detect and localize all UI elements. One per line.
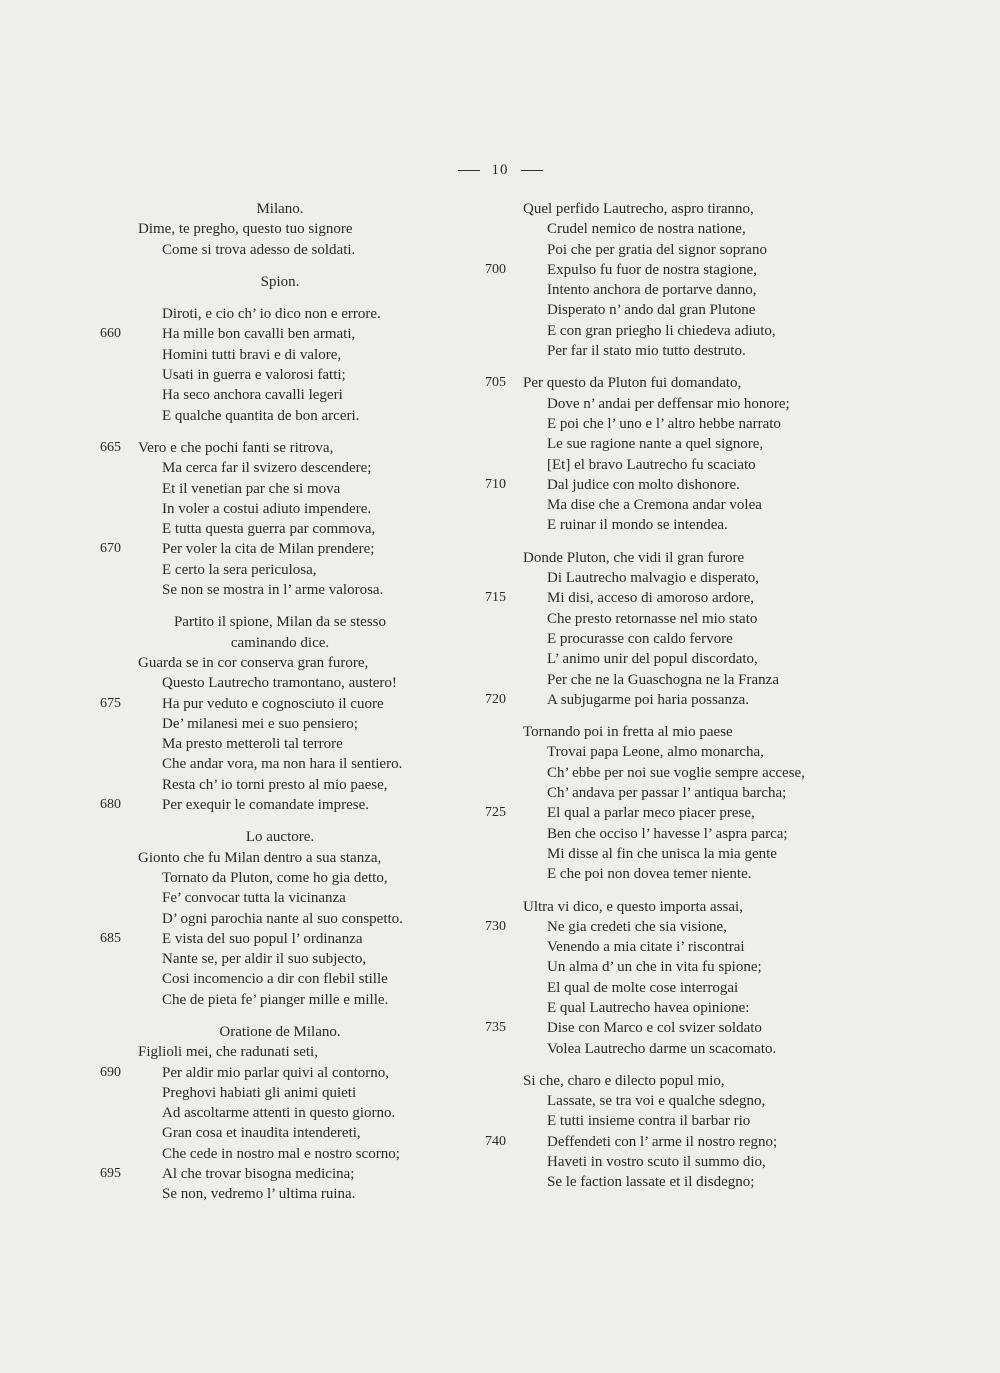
verse-line — [100, 673, 460, 693]
verse-line — [100, 1164, 460, 1184]
verse-text: Diroti, e cio ch’ io dico non e errore. — [162, 306, 381, 323]
dash-right — [521, 170, 543, 171]
verse-line — [485, 341, 855, 361]
verse-line — [100, 580, 460, 600]
verse-text: Se non, vedremo l’ ultima ruina. — [162, 1186, 356, 1203]
verse-text: Dove n’ andai per deffensar mio honore; — [547, 395, 790, 412]
verse-line — [485, 515, 855, 535]
stanza-gap — [485, 536, 855, 548]
verse-line — [100, 385, 460, 405]
verse-line — [100, 929, 460, 949]
verse-text: Questo Lautrecho tramontano, austero! — [162, 675, 397, 692]
verse-line — [485, 548, 855, 568]
verse-line — [485, 864, 855, 884]
verse-line — [485, 300, 855, 320]
line-number: 735 — [485, 1020, 506, 1036]
speaker-heading: caminando dice. — [230, 634, 330, 651]
verse-line — [485, 917, 855, 937]
verse-text: Che cede in nostro mal e nostro scorno; — [162, 1145, 400, 1162]
verse-text: Mi disse al fin che unisca la mia gente — [547, 845, 777, 862]
verse-text: Ch’ ebbe per noi sue voglie sempre accese, — [547, 764, 805, 781]
verse-line — [485, 742, 855, 762]
verse-line — [100, 499, 460, 519]
stanza-gap — [485, 1059, 855, 1071]
verse-line — [485, 199, 855, 219]
verse-line — [485, 414, 855, 434]
verse-line — [100, 990, 460, 1010]
verse-line — [485, 568, 855, 588]
verse-text: El qual a parlar meco piacer prese, — [547, 805, 755, 822]
speaker-heading: Partito il spione, Milan da se stesso — [173, 614, 387, 631]
verse-text: Ch’ andava per passar l’ antiqua barcha; — [547, 785, 787, 802]
verse-text: Figlioli mei, che radunati seti, — [138, 1044, 318, 1061]
verse-text: Resta ch’ io torni presto al mio paese, — [162, 776, 388, 793]
verse-text: Dise con Marco e col svizer soldato — [547, 1020, 762, 1037]
verse-text: Ad ascoltarme attenti in questo giorno. — [162, 1105, 396, 1122]
line-number: 715 — [485, 590, 506, 606]
verse-text: A subjugarme poi haria possanza. — [547, 691, 750, 708]
verse-line — [100, 653, 460, 673]
speaker-heading: Milano. — [256, 201, 304, 217]
line-number: 675 — [100, 695, 121, 711]
verse-line — [485, 824, 855, 844]
stanza-gap — [100, 260, 460, 272]
verse-text: Fe’ convocar tutta la vicinanza — [162, 890, 346, 907]
verse-text: Venendo a mia citate i’ riscontrai — [547, 939, 745, 956]
verse-text: Usati in guerra e valorosi fatti; — [162, 367, 346, 384]
verse-line — [100, 458, 460, 478]
verse-text: Di Lautrecho malvagio e disperato, — [547, 570, 760, 587]
verse-line — [100, 1144, 460, 1164]
verse-line — [100, 795, 460, 815]
verse-text: E con gran priegho li chiedeva adiuto, — [547, 322, 776, 339]
verse-line — [485, 455, 855, 475]
verse-text: Intento anchora de portarve danno, — [547, 282, 757, 299]
verse-text: Crudel nemico de nostra natione, — [547, 221, 746, 238]
verse-text: E tutti insieme contra il barbar rio — [547, 1113, 751, 1130]
verse-line — [485, 240, 855, 260]
verse-line — [485, 1152, 855, 1172]
line-number: 685 — [100, 930, 121, 946]
verse-line — [100, 949, 460, 969]
verse-text: Gran cosa et inaudita intendereti, — [162, 1125, 361, 1142]
verse-text: Per questo da Pluton fui domandato, — [523, 375, 742, 392]
verse-line — [485, 321, 855, 341]
line-number: 690 — [100, 1064, 121, 1080]
verse-text: Un alma d’ un che in vita fu spione; — [547, 959, 762, 976]
verse-line — [485, 280, 855, 300]
verse-text: Ha mille bon cavalli ben armati, — [162, 326, 356, 343]
verse-line — [485, 722, 855, 742]
verse-line — [485, 394, 855, 414]
verse-text: Le sue ragione nante a quel signore, — [547, 436, 764, 453]
line-number: 680 — [100, 797, 121, 813]
verse-line — [485, 588, 855, 608]
line-number: 740 — [485, 1133, 506, 1149]
verse-line — [485, 495, 855, 515]
verse-text: Per aldir mio parlar quivi al contorno, — [162, 1064, 390, 1081]
verse-text: De’ milanesi mei e suo pensiero; — [162, 715, 358, 732]
verse-text: Ultra vi dico, e questo importa assai, — [523, 898, 743, 915]
verse-text: Se non se mostra in l’ arme valorosa. — [162, 582, 384, 599]
verse-text: Ma cerca far il svizero descendere; — [162, 460, 372, 477]
line-number: 670 — [100, 541, 121, 557]
verse-line — [100, 519, 460, 539]
verse-line — [485, 1091, 855, 1111]
verse-line — [485, 978, 855, 998]
verse-line — [485, 260, 855, 280]
line-number: 710 — [485, 476, 506, 492]
line-number: 725 — [485, 805, 506, 821]
speaker-heading: Lo auctore. — [245, 829, 315, 846]
verse-line — [100, 775, 460, 795]
verse-text: E ruinar il mondo se intendea. — [547, 517, 728, 534]
verse-line — [100, 909, 460, 929]
stanza-gap — [485, 885, 855, 897]
verse-text: Haveti in vostro scuto il summo dio, — [547, 1154, 766, 1171]
verse-line — [485, 998, 855, 1018]
verse-line — [100, 304, 460, 324]
verse-text: El qual de molte cose interrogai — [547, 979, 739, 996]
verse-text: D’ ogni parochia nante al suo conspetto. — [162, 910, 403, 927]
verse-text: E vista del suo popul l’ ordinanza — [162, 930, 363, 947]
verse-line — [485, 434, 855, 454]
verse-text: Volea Lautrecho darme un scacomato. — [547, 1040, 777, 1057]
verse-text: Come si trova adesso de soldati. — [162, 241, 356, 258]
verse-line — [485, 670, 855, 690]
verse-text: L’ animo unir del popul discordato, — [547, 651, 758, 668]
verse-text: E qual Lautrecho havea opinione: — [547, 999, 750, 1016]
verse-text: Expulso fu fuor de nostra stagione, — [547, 261, 757, 278]
verse-text: Ha seco anchora cavalli legeri — [162, 387, 343, 404]
verse-text: Preghovi habiati gli animi quieti — [162, 1084, 357, 1101]
verse-line — [100, 560, 460, 580]
stanza-gap — [100, 600, 460, 612]
verse-line — [100, 969, 460, 989]
line-number: 720 — [485, 691, 506, 707]
stanza-gap — [485, 361, 855, 373]
verse-text: Trovai papa Leone, almo monarcha, — [547, 744, 764, 761]
verse-line — [100, 1063, 460, 1083]
verse-line — [485, 629, 855, 649]
verse-text: Donde Pluton, che vidi il gran furore — [523, 549, 745, 566]
verse-text: Se le faction lassate et il disdegno; — [547, 1174, 755, 1191]
right-column — [485, 199, 855, 1193]
verse-line — [100, 240, 460, 260]
verse-text: Che andar vora, ma non hara il sentiero. — [162, 756, 403, 773]
verse-text: Ne gia credeti che sia visione, — [547, 918, 727, 935]
verse-text: E che poi non dovea temer niente. — [547, 866, 752, 883]
verse-text: Dal judice con molto dishonore. — [547, 476, 740, 493]
verse-text: Per exequir le comandate imprese. — [162, 797, 369, 814]
verse-text: Ha pur veduto e cognosciuto il cuore — [162, 695, 384, 712]
verse-line — [485, 937, 855, 957]
verse-text: Nante se, per aldir il suo subjecto, — [162, 951, 367, 968]
verse-text: [Et] el bravo Lautrecho fu scaciato — [547, 456, 756, 473]
verse-line — [100, 848, 460, 868]
verse-text: Quel perfido Lautrecho, aspro tiranno, — [523, 201, 754, 217]
verse-text: Per che ne la Guaschogna ne la Franza — [547, 671, 779, 688]
verse-text: Disperato n’ ando dal gran Plutone — [547, 302, 756, 319]
verse-text: Ma presto metteroli tal terrore — [162, 736, 343, 753]
verse-line — [100, 539, 460, 559]
page-number-header — [0, 162, 1000, 179]
verse-text: E procurasse con caldo fervore — [547, 630, 733, 647]
verse-line — [100, 694, 460, 714]
verse-text: Homini tutti bravi e di valore, — [162, 346, 342, 363]
verse-line — [485, 803, 855, 823]
verse-line — [485, 1132, 855, 1152]
verse-line — [100, 1184, 460, 1204]
verse-line — [100, 1042, 460, 1062]
verse-line — [485, 957, 855, 977]
stanza-gap — [100, 426, 460, 438]
verse-line — [100, 365, 460, 385]
stanza-gap — [485, 710, 855, 722]
verse-line — [485, 897, 855, 917]
verse-line — [100, 219, 460, 239]
verse-text: Cosi incomencio a dir con flebil stille — [162, 971, 388, 988]
verse-line — [100, 734, 460, 754]
verse-line — [100, 1083, 460, 1103]
verse-line — [100, 406, 460, 426]
verse-text: Per far il stato mio tutto destruto. — [547, 343, 746, 360]
verse-text: Mi disi, acceso di amoroso ardore, — [547, 590, 755, 607]
verse-text: E certo la sera periculosa, — [162, 561, 317, 578]
line-number: 695 — [100, 1166, 121, 1182]
verse-text: Et il venetian par che si mova — [162, 480, 341, 497]
verse-line — [100, 868, 460, 888]
verse-text: Ben che occiso l’ havesse l’ aspra parca; — [547, 825, 788, 842]
verse-line — [485, 690, 855, 710]
speaker-heading: Spion. — [260, 273, 300, 290]
verse-text: Al che trovar bisogna medicina; — [162, 1166, 355, 1183]
verse-line — [485, 763, 855, 783]
page-number: 10 — [491, 162, 509, 178]
verse-text: Lassate, se tra voi e qualche sdegno, — [547, 1093, 766, 1110]
verse-line — [485, 1039, 855, 1059]
verse-line — [100, 1123, 460, 1143]
stanza-gap — [100, 1010, 460, 1022]
verse-line — [485, 1018, 855, 1038]
verse-line — [485, 649, 855, 669]
line-number: 730 — [485, 918, 506, 934]
verse-line — [100, 345, 460, 365]
verse-text: E qualche quantita de bon arceri. — [162, 407, 360, 424]
verse-text: Dime, te pregho, questo tuo signore — [138, 221, 353, 238]
verse-text: Vero e che pochi fanti se ritrova, — [138, 439, 334, 456]
verse-line — [485, 844, 855, 864]
verse-text: Ma dise che a Cremona andar volea — [547, 497, 762, 514]
verse-line — [100, 754, 460, 774]
verse-line — [485, 475, 855, 495]
verse-text: In voler a costui adiuto impendere. — [162, 500, 372, 517]
dash-left — [458, 170, 480, 171]
verse-text: Deffendeti con l’ arme il nostro regno; — [547, 1133, 778, 1150]
line-number: 665 — [100, 439, 121, 455]
verse-line — [485, 609, 855, 629]
line-number: 700 — [485, 261, 506, 277]
verse-line — [485, 1172, 855, 1192]
verse-line — [485, 1071, 855, 1091]
verse-line — [100, 1103, 460, 1123]
verse-text: Tornato da Pluton, come ho gia detto, — [162, 869, 388, 886]
speaker-heading: Oratione de Milano. — [219, 1023, 341, 1040]
line-number: 660 — [100, 326, 121, 342]
verse-text: E poi che l’ uno e l’ altro hebbe narrato — [547, 415, 781, 432]
verse-line — [485, 1111, 855, 1131]
stanza-gap — [100, 815, 460, 827]
verse-text: Per voler la cita de Milan prendere; — [162, 541, 375, 558]
verse-text: Si che, charo e dilecto popul mio, — [523, 1072, 725, 1089]
verse-text: E tutta questa guerra par commova, — [162, 521, 376, 538]
stanza-gap — [100, 292, 460, 304]
verse-line — [100, 714, 460, 734]
verse-text: Che de pieta fe’ pianger mille e mille. — [162, 991, 389, 1008]
verse-text: Guarda se in cor conserva gran furore, — [138, 654, 369, 671]
verse-line — [485, 783, 855, 803]
verse-line — [100, 888, 460, 908]
line-number: 705 — [485, 375, 506, 391]
verse-text: Tornando poi in fretta al mio paese — [523, 724, 733, 741]
verse-line — [100, 324, 460, 344]
verse-text: Gionto che fu Milan dentro a sua stanza, — [138, 849, 382, 866]
verse-text: Poi che per gratia del signor soprano — [547, 241, 767, 258]
verse-line — [485, 373, 855, 393]
left-column — [100, 199, 460, 1205]
verse-line — [100, 438, 460, 458]
verse-text: Che presto retornasse nel mio stato — [547, 610, 758, 627]
verse-line — [485, 219, 855, 239]
verse-line — [100, 479, 460, 499]
